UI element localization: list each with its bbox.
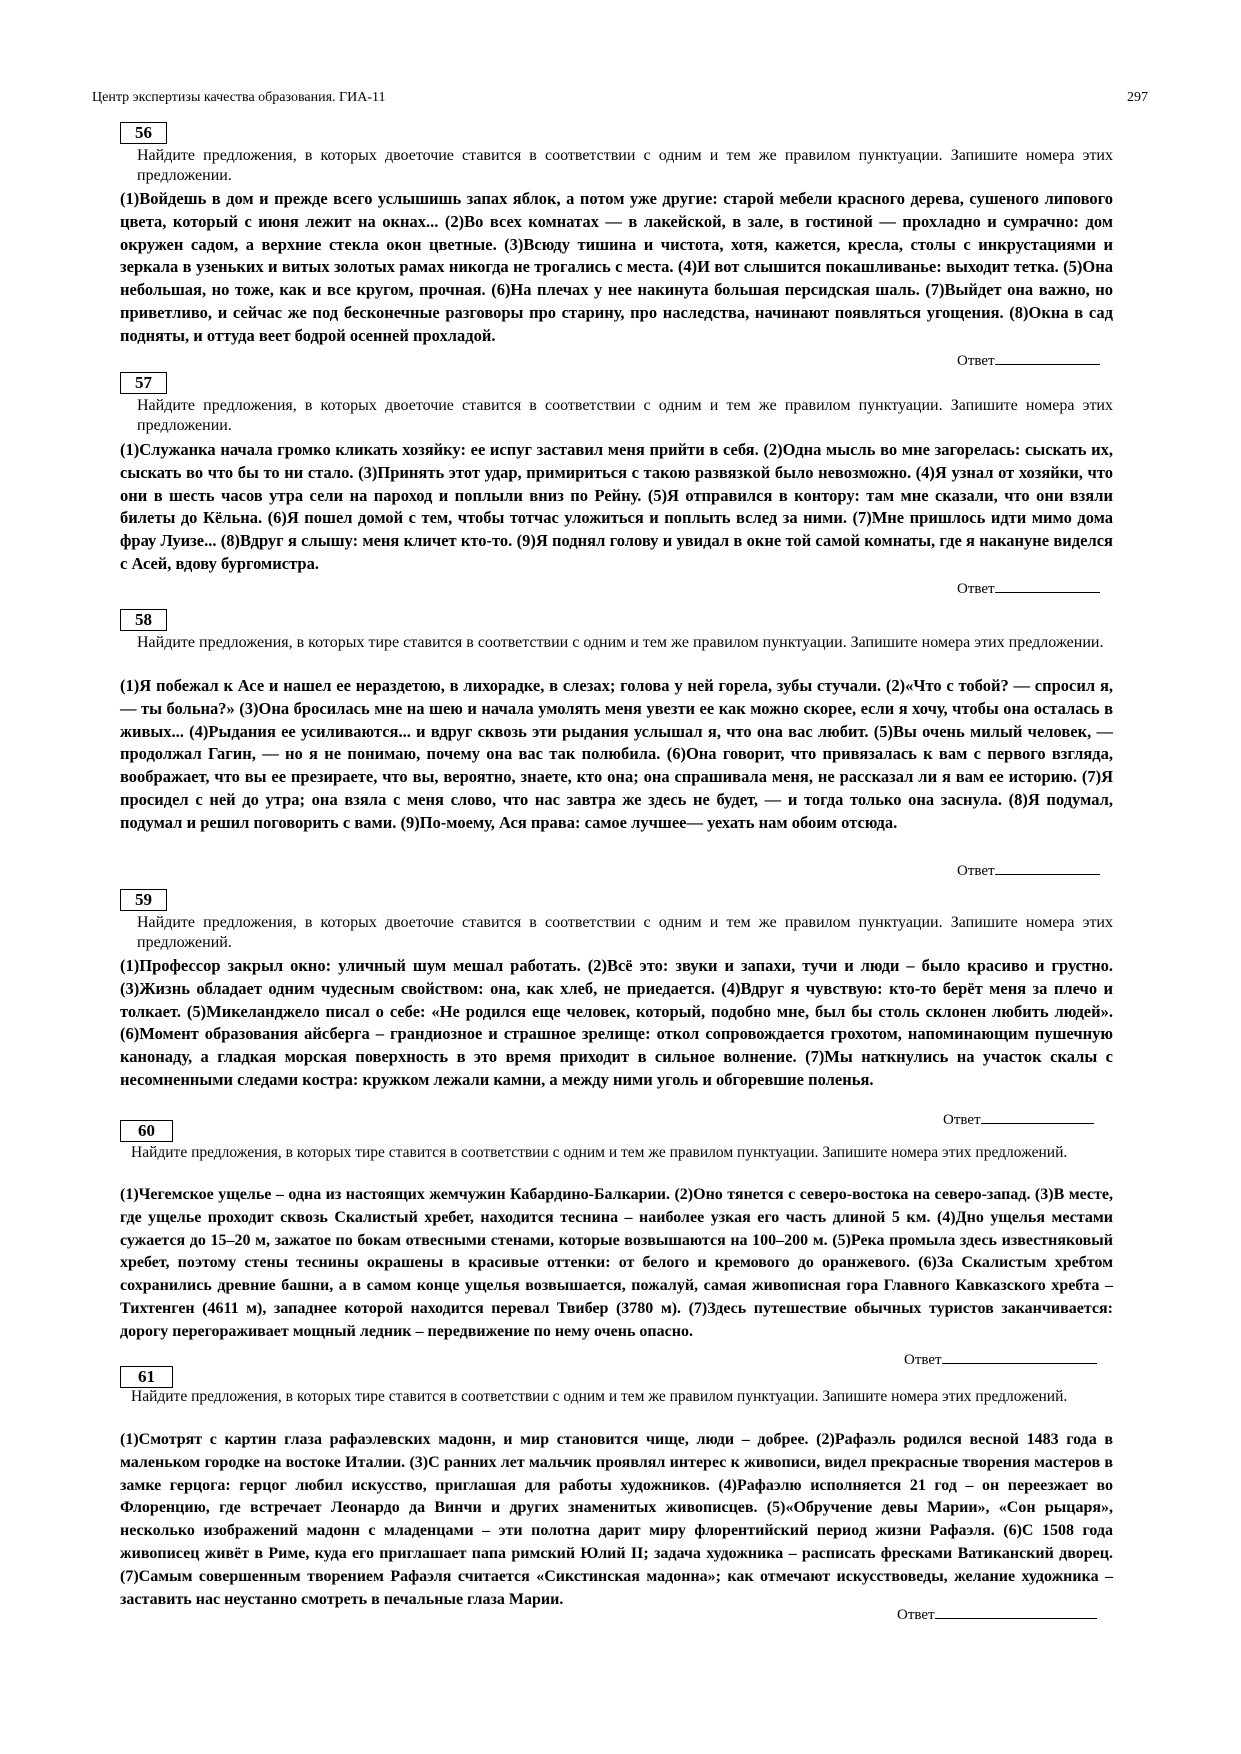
task-instruction: Найдите предложения, в которых двоеточие ставится в соответствии с одним и тем же правилом пунктуации. Запишите номера этих предложений. [137, 914, 1113, 951]
answer-label: Ответ [897, 1607, 935, 1623]
answer-label: Ответ [957, 353, 995, 369]
task-text: (1)Служанка начала громко кликать хозяйку: ее испуг заставил меня прийти в себя. (2)Одна мысль во мне загорелась: сыскать их, сыскать во что бы то ни стало. (3)Принять этот удар, примириться с такою развязкой было невозможно. (4)Я узнал от хозяйки, что они в шесть часов утра сели на пароход и поплыли вниз по Рейну. (5)Я отправился в контору: там мне сказали, что они взяли билеты до Кёльна. (6)Я пошел домой с тем, чтобы тотчас уложиться и поплыть вслед за ними. (7)Мне пришлось идти мимо дома фрау Луизе... (8)Вдруг я слышу: меня кличет кто-то. (9)Я поднял голову и увидал в окне той самой комнаты, где я накануне виделся с Асей, вдову бургомистра. [120, 440, 1113, 573]
task-instruction: Найдите предложения, в которых двоеточие ставится в соответствии с одним и тем же правилом пунктуации. Запишите номера этих предложении. [137, 397, 1113, 434]
task-57 [120, 372, 1113, 602]
task-61 [120, 1366, 1113, 1628]
answer-line[interactable] [995, 860, 1100, 875]
task-text: (1)Я побежал к Асе и нашел ее нераздетою, в лихорадке, в слезах; голова у ней горела, зубы стучали. (2)«Что с тобой? — спросил я, — ты больна?» (3)Она бросилась мне на шею и начала умолять меня увезти ее как можно скорее, если я хочу, чтобы она осталась в живых... (4)Рыдания ее усиливаются... и вдруг сквозь эти рыдания услышал я, что она вас любит. (5)Вы очень милый человек, — продолжал Гагин, — но я не понимаю, почему она вас так полюбила. (6)Она говорит, что привязалась к вам с первого взгляда, воображает, что вы ее презираете, что вы, вероятно, знаете, кто она; она спрашивала меня, не рассказал ли я вам ее историю. (7)Я просидел с ней до утра; она взяла с меня слово, что нас завтра же здесь не будет, — и тогда только она заснула. (8)Я подумал, подумал и решил поговорить с вами. (9)По-моему, Ася права: самое лучшее— уехать нам обоим отсюда. [120, 676, 1113, 832]
task-number-box: 57 [120, 372, 167, 394]
page-header-title: Центр экспертизы качества образования. ГИА-11 [92, 90, 386, 105]
answer-label: Ответ [904, 1352, 942, 1368]
answer-field[interactable] [957, 860, 1100, 880]
task-text: (1)Войдешь в дом и прежде всего услышишь запах яблок, а потом уже другие: старой мебели красного дерева, сушеного липового цвета, который с июня лежит на окнах... (2)Во всех комнатах — в лакейской, в зале, в гостиной — прохладно и сумрачно: дом окружен садом, а верхние стекла окон цветные. (3)Всюду тишина и чистота, хотя, кажется, кресла, столы с инкрустациями и зеркала в узеньких и витых золотых рамах никогда не трогались с места. (4)И вот слышится покашливанье: выходит тетка. (5)Она небольшая, но тоже, как и все кругом, прочная. (6)На плечах у нее накинута большая персидская шаль. (7)Выйдет она важно, но приветливо, и сейчас же под бесконечные разговоры про старину, про наследства, начинают появляться угощения. (8)Окна в сад подняты, и оттуда веет бодрой осенней прохладой. [120, 189, 1113, 345]
task-text: (1)Смотрят с картин глаза рафаэлевских мадонн, и мир становится чище, люди – добрее. (2)Рафаэль родился весной 1483 года в маленьком городке на востоке Италии. (3)С ранних лет мальчик проявлял интерес к живописи, видел прекрасные творения мастеров в замке герцога: герцог любил искусство, приглашая для работы художников. (4)Рафаэлю исполняется 21 год – он переезжает во Флоренцию, где встречает Леонардо да Винчи и других знаменитых живописцев. (5)«Обручение девы Марии», «Сон рыцаря», несколько изображений мадонн с младенцами – эти полотна дарит миру флорентийский период жизни Рафаэля. (6)С 1508 года живописец живёт в Риме, куда его приглашает папа римский Юлий II; задача художника – расписать фресками Ватиканский дворец. (7)Самым совершенным творением Рафаэля считается «Сикстинская мадонна»; как отмечают искусствоведы, желание художника – заставить нас неустанно смотреть в печальные глаза Марии. [120, 1431, 1113, 1608]
task-text: (1)Чегемское ущелье – одна из настоящих жемчужин Кабардино-Балкарии. (2)Оно тянется с северо-востока на северо-запад. (3)В месте, где ущелье проходит сквозь Скалистый хребет, находится теснина – наиболее узкая его часть длиной 5 км. (4)Дно ущелья местами сужается до 15–20 м, зажатое по бокам отвесными стенами, которые возвышаются на 100–200 м. (5)Река промыла здесь известняковый хребет, поэтому стены теснины окрашены в красивые оттенки: от белого и кремового до оранжевого. (6)За Скалистым хребтом сохранились древние башни, а в самом конце ущелья возвышается, пожалуй, самая живописная гора Главного Кавказского хребта – Тихтенген (4611 м), западнее которой находится перевал Твибер (3780 м). (7)Здесь путешествие обычных туристов заканчивается: дорогу перегораживает мощный ледник – передвижение по нему очень опасно. [120, 1186, 1113, 1340]
task-number-box: 58 [120, 609, 167, 631]
answer-line[interactable] [995, 350, 1100, 365]
answer-field[interactable] [957, 578, 1100, 598]
task-instruction: Найдите предложения, в которых тире ставится в соответствии с одним и тем же правилом пунктуации. Запишите номера этих предложений. [131, 1388, 1068, 1405]
answer-line[interactable] [935, 1604, 1097, 1619]
task-instruction: Найдите предложения, в которых двоеточие ставится в соответствии с одним и тем же правилом пунктуации. Запишите номера этих предложении. [137, 147, 1113, 184]
task-58 [120, 609, 1113, 879]
task-instruction: Найдите предложения, в которых тире ставится в соответствии с одним и тем же правилом пунктуации. Запишите номера этих предложении. [137, 634, 1104, 651]
answer-label: Ответ [943, 1112, 981, 1128]
task-number-box: 56 [120, 122, 167, 144]
task-number-box: 61 [120, 1366, 173, 1388]
answer-field[interactable] [957, 350, 1100, 370]
answer-line[interactable] [942, 1349, 1097, 1364]
task-56 [120, 122, 1113, 372]
answer-label: Ответ [957, 581, 995, 597]
task-60 [120, 1120, 1113, 1366]
page-number: 297 [1127, 90, 1148, 105]
answer-line[interactable] [995, 578, 1100, 593]
answer-label: Ответ [957, 863, 995, 879]
answer-field[interactable] [897, 1604, 1097, 1624]
task-number-box: 60 [120, 1120, 173, 1142]
task-number-box: 59 [120, 889, 167, 911]
task-instruction: Найдите предложения, в которых тире ставится в соответствии с одним и тем же правилом пунктуации. Запишите номера этих предложений. [131, 1144, 1068, 1161]
task-59 [120, 889, 1113, 1133]
task-text: (1)Профессор закрыл окно: уличный шум мешал работать. (2)Всё это: звуки и запахи, тучи и люди – было красиво и грустно. (3)Жизнь обладает одним чудесным свойством: она, как хлеб, не приедается. (4)Вдруг я чувствую: кто-то берёт меня за плечо и толкает. (5)Микеланджело писал о себе: «Не родился еще человек, который, подобно мне, был бы столь склонен любить людей». (6)Момент образования айсберга – грандиозное и страшное зрелище: откол сопровождается грохотом, напоминающим пушечную канонаду, а гладкая морская поверхность в это время приходит в сильное волнение. (7)Мы наткнулись на участок скалы с несомненными следами костра: кружком лежали камни, а между ними уголь и обгоревшие поленья. [120, 956, 1113, 1089]
